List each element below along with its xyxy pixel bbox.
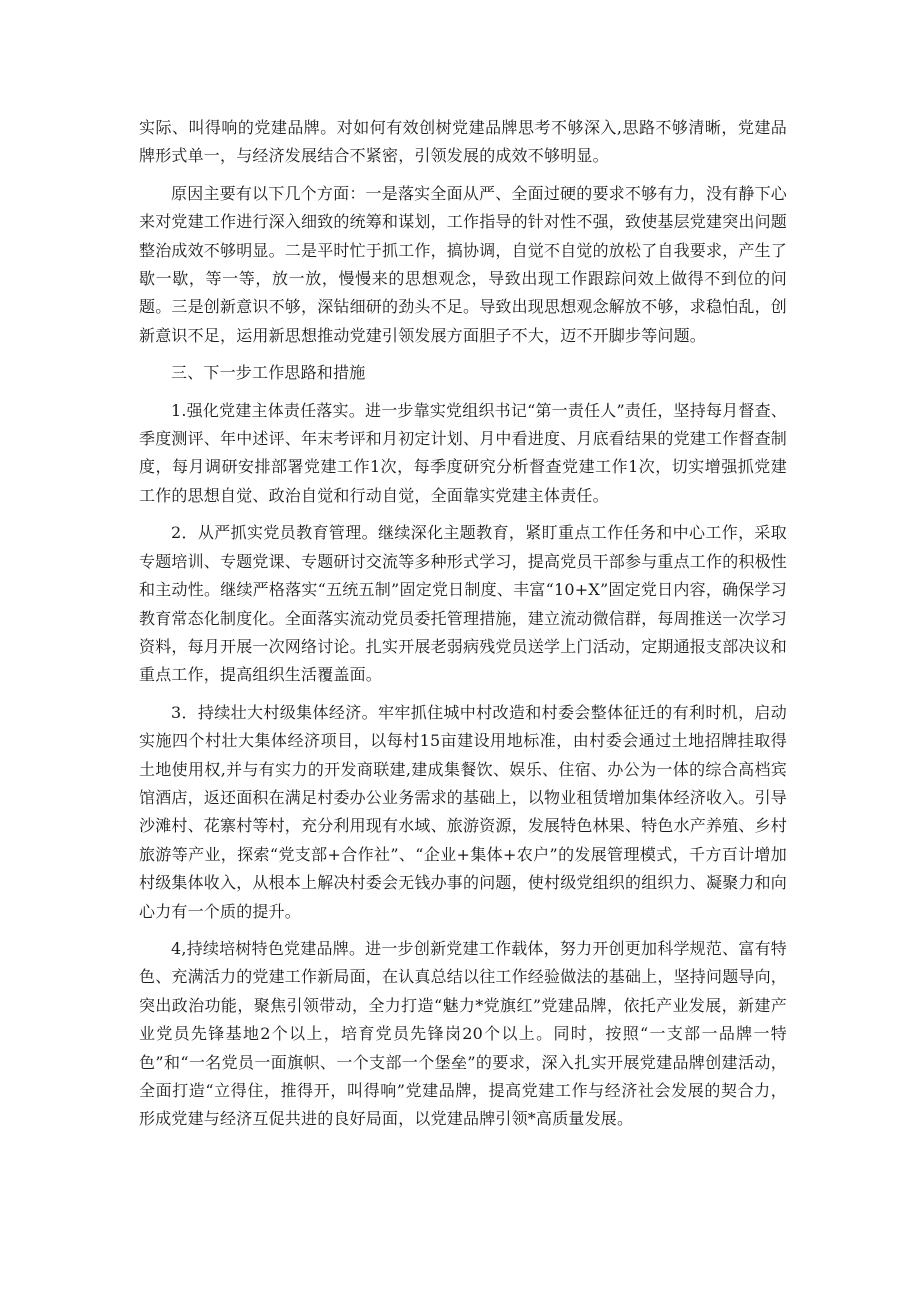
section-heading-next-steps: 三、下一步工作思路和措施 <box>171 363 366 383</box>
paragraph-item-2: 2．从严抓实党员教育管理。继续深化主题教育，紧盯重点工作任务和中心工作，采取专题培训、专题党课、专题研讨交流等多种形式学习，提高党员干部参与重点工作的积极性和主动性。继续严格落实“五统五制”固定党日制度、丰富“10+X”固定党日内容，确保学习教育常态化制度化。全面落实流动党员委托管理措施，建立流动微信群，每周推送一次学习资料，每月开展一次网络讨论。扎实开展老弱病残党员送学上门活动，定期通报支部决议和重点工作，提高组织生活覆盖面。 <box>139 523 788 685</box>
paragraph-item-1: 1.强化党建主体责任落实。进一步靠实党组织书记“第一责任人”责任，坚持每月督查、季度测评、年中述评、年末考评和月初定计划、月中看进度、月底看结果的党建工作督查制度，每月调研安排部署党建工作1次，每季度研究分析督查党建工作1次，切实增强抓党建工作的思想自觉、政治自觉和行动自觉，全面靠实党建主体责任。 <box>139 400 788 505</box>
paragraph-item-3: 3．持续壮大村级集体经济。牢牢抓住城中村改造和村委会整体征迁的有利时机，启动实施四个村壮大集体经济项目，以每村15亩建设用地标准，由村委会通过土地招牌挂取得土地使用权,并与有实力的开发商联建,建成集餐饮、娱乐、住宿、办公为一体的综合高档宾馆酒店，返还面积在满足村委办公业务需求的基础上，以物业租赁增加集体经济收入。引导沙滩村、花寨村等村，充分利用现有水域、旅游资源，发展特色林果、特色水产养殖、乡村旅游等产业，探索“党支部+合作社”、“企业+集体+农户”的发展管理模式，千方百计增加村级集体收入，从根本上解决村委会无钱办事的问题，使村级党组织的组织力、凝聚力和向心力有一个质的提升。 <box>139 702 788 921</box>
paragraph-brand-issues: 实际、叫得响的党建品牌。对如何有效创树党建品牌思考不够深入,思路不够清晰，党建品牌形式单一，与经济发展结合不紧密，引领发展的成效不够明显。 <box>139 118 787 166</box>
paragraph-item-4: 4,持续培树特色党建品牌。进一步创新党建工作载体，努力开创更加科学规范、富有特色、充满活力的党建工作新局面，在认真总结以往工作经验做法的基础上，坚持问题导向，突出政治功能，聚焦引领带动，全力打造“魅力*党旗红”党建品牌，依托产业发展，新建产业党员先锋基地2个以上，培育党员先锋岗20个以上。同时，按照“一支部一品牌一特色”和“一名党员一面旗帜、一个支部一个堡垒”的要求，深入扎实开展党建品牌创建活动，全面打造“立得住，推得开，叫得响”党建品牌，提高党建工作与经济社会发展的契合力，形成党建与经济互促共进的良好局面，以党建品牌引领*高质量发展。 <box>139 938 788 1129</box>
paragraph-reasons: 原因主要有以下几个方面：一是落实全面从严、全面过硬的要求不够有力，没有静下心来对党建工作进行深入细致的统筹和谋划，工作指导的针对性不强，致使基层党建突出问题整治成效不够明显。二是平时忙于抓工作，搞协调，自觉不自觉的放松了自我要求，产生了歇一歇，等一等，放一放，慢慢来的思想观念，导致出现工作跟踪问效上做得不到位的问题。三是创新意识不够，深钻细研的劲头不足。导致出现思想观念解放不够，求稳怕乱，创新意识不足，运用新思想推动党建引领发展方面胆子不大，迈不开脚步等问题。 <box>139 183 788 345</box>
document-body <box>139 114 787 1143</box>
